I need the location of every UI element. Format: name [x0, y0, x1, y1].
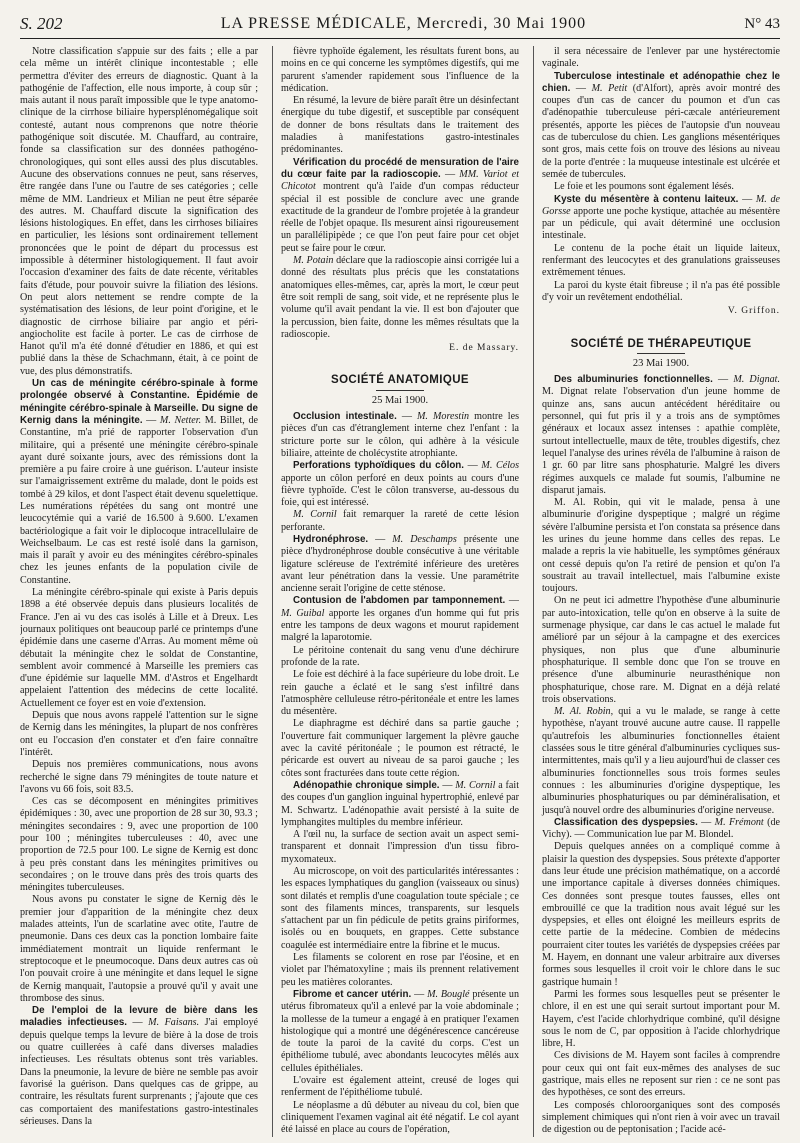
paragraph-text: (de Vichy). — Communication lue par M. Blondel. [542, 816, 780, 841]
paragraph [542, 181, 780, 193]
title-rule [376, 390, 424, 391]
paragraph-text: M. Dignat relate l'observation d'un jeune homme de quinze ans, sans aucun antécédent héréditaire ou personnel, qui fut pris il y a trois ans de symptômes généraux et locaux assez intenses : apathie complète, surtout intellectuelle, maux de tête, troubles digestifs, chez lequel l'analyse des urines révéla de l'albumine à raison de 1 gr. 60 par litre sans phosphaturie. Malgré les divers régimes auxquels ce malade fut soumis, l'albumine ne disparut jamais. [542, 386, 780, 496]
paragraph [20, 587, 258, 710]
paragraph [281, 255, 519, 341]
author-name: M. Cornil [455, 779, 496, 791]
section-heading: Des albuminuries fonctionnelles. [554, 374, 713, 386]
paragraph-text: En résumé, la levure de bière paraît être un désinfectant énergique du tube digestif, et susceptible par conséquent de donner de bons résultats dans le traitement des maladies à manifestations gastro-intestinales prédominantes. [281, 95, 519, 156]
paragraph-text: On ne peut ici admettre l'hypothèse d'une albuminurie par auto-intoxication, telle qu'on en observe à la suite de surmenage physique, car dans le cas actuel le malade fut amélioré par un séjour à la campagne et des exercices physiques, non plus que d'une albuminurie phosphaturique. Il semble donc que l'on se trouve en présence d'une albuminurie neurasthénique non phosphaturique, chose rare. M. Dignat en a déjà relaté trois observations. [542, 595, 780, 705]
author-name: M. Célos [481, 460, 519, 472]
section-heading: Occlusion intestinale. [293, 411, 397, 423]
paragraph [542, 243, 780, 280]
session-date: 25 Mai 1900. [371, 394, 429, 406]
paragraph-text: Nous avons pu constater le signe de Kernig dès le premier jour d'apparition de la méningite chez deux malades atteints, l'un de scarlatine avec otite, l'autre de pneumonie. Dans ces deux cas la ponction lombaire faite immédiatement montrait un liquide renfermant le streptocoque et le pneumocoque. Dans deux autres cas où l'on pouvait croire à une méningite et dans lequel le signe de Kernig manquait, l'autopsie a prouvé qu'il y avait une thrombose des sinus. [20, 894, 258, 1004]
paragraph [542, 46, 780, 71]
column-3 [533, 46, 780, 1137]
paragraph [281, 1100, 519, 1137]
paragraph: Hydronéphrose. — M. Deschamps présente une pièce d'hydronéphrose double consécutive à une véritable ligature scléreuse de l'extrémité inférieure des uretères avant leur pénétration dans la vessie. Une paramétrite ancienne serait l'origine de cette sténose. [281, 533, 519, 595]
paragraph [281, 1075, 519, 1100]
paragraph: Tuberculose intestinale et adénopathie chez le chien. — M. Petit (d'Alfort), après avoir montré des coupes d'un cas de cancer du poumon et d'un cas d'adénopathie tuberculeuse péri-cæcale antérieurement présentés, apporte les pièces de l'autopsie d'un nouveau cas de tuberculose du chien. Les ganglions mésentériques sont gros, mais cette fois on trouve des lésions au niveau de la porte d'entrée : la muqueuse intestinale est ulcérée et semée de tubercules. [542, 70, 780, 180]
text-columns [20, 46, 780, 1137]
section-heading: Contusion de l'abdomen par tamponnement. [293, 595, 506, 607]
paragraph: Classification des dyspepsies. — M. Frémont (de Vichy). — Communication lue par M. Blondel. [542, 816, 780, 841]
paragraph [281, 866, 519, 952]
signature: E. de Massary. [449, 343, 519, 354]
paragraph: Des albuminuries fonctionnelles. — M. Dignat. M. Dignat relate l'observation d'un jeune homme de quinze ans, sans aucun antécédent héréditaire ou personnel, qui fut pris il y a trois ans de symptômes généraux et locaux assez intenses : apathie complète, surtout intellectuelle, maux de tête, troubles digestifs, chez lequel l'analyse des urines révéla de l'albumine à raison de 1 gr. 60 par litre sans phosphaturie. Malgré les divers régimes auxquels ce malade fut soumis, l'albumine ne disparut jamais. [542, 374, 780, 496]
journal-title: LA PRESSE MÉDICALE, Mercredi, 30 Mai 1900 [220, 15, 587, 32]
paragraph [542, 706, 780, 817]
paragraph-text: La paroi du kyste était fibreuse ; il n'a pas été possible d'y voir un revêtement endothélial. [542, 279, 780, 303]
paragraph-text: il sera nécessaire de l'enlever par une hystérectomie vaginale. [542, 46, 780, 70]
section-heading: Tuberculose intestinale et adénopathie chez le chien. [542, 70, 780, 94]
section-heading: Fibrome et cancer utérin. [293, 988, 412, 1000]
society-title: SOCIÉTÉ DE THÉRAPEUTIQUE [570, 337, 752, 350]
author-name: M. Frémont [714, 816, 764, 828]
paragraph-text: La méningite cérébro-spinale qui existe à Paris depuis 1898 a été observée depuis dans plusieurs localités de France. J'en ai vu des cas isolés à Lille et à Dreux. Les journaux politiques ont beaucoup parlé ce printemps d'une épidémie dans une caserne d'Arras. Au moment même où débutait la méningite chez le soldat de Constantine, semblent avoir commencé à Marseille les premiers cas d'une épidémie sur laquelle MM. d'Astros et Engelhardt appelaient l'attention des médecins de cette localité. Actuellement ce foyer est en voie d'extension. [20, 587, 258, 709]
paragraph [281, 509, 519, 534]
author-name: M. Cornil [293, 509, 337, 521]
section-heading: Adénopathie chronique simple. [293, 779, 440, 791]
paragraph-text: A l'œil nu, la surface de section avait un aspect semi-transparent et donnait l'impression d'un tissu fibro-myxomateux. [281, 829, 519, 865]
paragraph-text: apporte les organes d'un homme qui fut pris entre les tampons de deux wagons et mourut rapidement malgré la laparotomie. [281, 607, 519, 644]
paragraph-text: présente une pièce d'hydronéphrose double consécutive à une véritable ligature scléreuse de l'extrémité inférieure des uretères avant leur pénétration dans la vessie. Une paramétrite ancienne serait l'origine de cette sténose. [281, 533, 519, 595]
session-date: 23 Mai 1900. [632, 357, 690, 369]
page-number: S. 202 [20, 14, 63, 33]
paragraph [542, 497, 780, 595]
paragraph [20, 796, 258, 894]
paragraph-text: Ces divisions de M. Hayem sont faciles à comprendre pour ceux qui ont fait eux-mêmes des analyses de suc gastrique, mais elles ne reposent sur rien : ce ne sont pas des hypothèses, ce sont des erreurs. [542, 1050, 780, 1099]
paragraph: Un cas de méningite cérébro-spinale à forme prolongée observé à Constantine. Épidémie de méningite cérébro-spinale à Marseille. Du signe de Kernig dans la méningite. — M. Netter. M. Billet, de Constantine, m'a prié de rapporter l'observation d'un militaire, qui a présenté une méningite cérébro-spinale ayant duré soixante jours, avec des rémissions dont la première a pu faire croire à une guérison. L'auteur insiste sur l'amaigrissement extrême du malade, dont le poids est tombé à 29 kilos, et dont l'aspect était devenu squelettique. Les numérations répétées du sang ont montré une leucocytémie qui a varié de 16.500 à 9.600. L'examen bactériologique a fait voir le diplocoque intracellulaire de Weichselbaum. Le cas est resté isolé dans la garnison, mais il paraît y avoir eu des méningites cérébro-spinales chez les jeunes enfants de la population civile de Constantine. [20, 378, 258, 586]
paragraph-text: Depuis nos premières communications, nous avons recherché le signe dans 79 méningites de toute nature et l'avons vu 66 fois, soit 83.5. [20, 759, 258, 795]
author-name: M. Guibal [281, 607, 325, 619]
paragraph-text: apporte un côlon perforé en deux points au cours d'une fièvre typhoïde. C'est le côlon transverse, au-dessous du foie, qui est intéressé. [281, 472, 519, 509]
paragraph-text: M. Billet, de Constantine, m'a prié de rapporter l'observation d'un militaire, qui a présenté une méningite cérébro-spinale ayant duré soixante jours, avec des rémissions dont la première a pu faire croire à une guérison. L'auteur insiste sur l'amaigrissement extrême du malade, dont le poids est tombé à 29 kilos, et dont l'aspect était devenu squelettique. Les numérations répétées du sang ont montré une leucocytémie qui a varié de 16.500 à 9.600. L'examen bactériologique a fait voir le diplocoque intracellulaire de Weichselbaum. Le cas est resté isolé dans la garnison, mais il paraît y avoir eu des méningites cérébro-spinales chez les jeunes enfants de la population civile de Constantine. [20, 414, 258, 586]
paragraph-text: Notre classification s'appuie sur des faits ; elle a par cela même un intérêt clinique incontestable ; elle permettra d'éviter des erreurs de diagnostic. Quant à la pathogénie de l'affection, elle nous importe, à coup sûr ; mais autant il nous paraît impossible que le type anatomo-clinique de la cirrhose biliaire hypersplénomégalique soit contesté, autant nous comprenons que notre théorie pathogénique soit discutée. M. Chauffard, au contraire, fonde sa classification sur des données pathogéno-chronologiques, qui sont elles aussi des plus discutables. Aucune des observations connues ne peut, sans réserves, être rangée dans l'une ou l'autre de ses catégories ; celle même de MM. Landrieux et Milian ne peut être séparée des autres. M. Chauffard discute la signification des lésions histologiques. En effet, dans les cirrhoses biliaires en particulier, les lésions sont ordinairement tellement prononcées que le point de départ du processus est impossible à déterminer histologiquement. Il faut avoir l'occasion d'examiner des faits de date récente, véritables faits d'étude, pour pouvoir suivre la filiation des lésions. On peut alors nettement se rendre compte de la systématisation des lésions, de leur point d'origine, et le diagnostic de cirrhose biliaire par angio et péri-angiocholite est facile à porter. Le cas de cirrhose de Hanot qu'il m'a été donné d'étudier en 1886, et qui est publié dans la thèse de Schachmann, était, à ce point de vue, des plus démonstratifs. [20, 46, 258, 377]
paragraph-text: présente un utérus fibromateux qu'il a enlevé par la voie abdominale ; la mollesse de la tumeur a engagé à en pratiquer l'examen histologique qui a montré une dégénérescence cancéreuse de toute la paroi de la cavité du corps. C'est un épithéliome tubulé, avec abondants leucocytes mêlés aux cellules épithéliales. [281, 988, 519, 1074]
column-1 [20, 46, 258, 1137]
paragraph-text: Le diaphragme est déchiré dans sa partie gauche ; l'ouverture fait communiquer largement la plèvre gauche avec la cavité péritonéale ; le poumon est rétracté, le péricarde est ouvert au niveau de sa paroi gauche ; les côtes sont fracturées dans toute cette région. [281, 718, 519, 779]
paragraph-text: fait remarquer la rareté de cette lésion perforante. [281, 509, 519, 533]
paragraph-text: Les filaments se colorent en rose par l'éosine, et en violet par l'hématoxyline ; mais ils prennent relativement peu les matières colorantes. [281, 952, 519, 988]
paragraph: De l'emploi de la levure de bière dans les maladies infectieuses. — M. Faisans. J'ai employé depuis quelque temps la levure de bière à la dose de trois ou quatre cuillerées à café dans diverses maladies infectieuses. Les résultats obtenus sont très variables. Dans la pneumonie, la levure de bière ne semble pas avoir favorisé la guérison. Dans quelques cas de grippe, au contraire, les résultats furent surprenants ; j'ajoute que ces cas comportaient des manifestations gastro-intestinales sérieuses. Dans la [20, 1005, 258, 1127]
paragraph-text: fièvre typhoïde également, les résultats furent bons, au moins en ce qui concerne les symptômes digestifs, qui me parurent s'amender rapidement sous l'influence de la médication. [281, 46, 519, 94]
paragraph [20, 759, 258, 796]
paragraph [281, 669, 519, 718]
section-heading: Classification des dyspepsies. [554, 816, 698, 828]
section-heading: Vérification du procédé de mensuration de l'aire du cœur faite par la radioscopie. [281, 156, 519, 180]
paragraph-text: (d'Alfort), après avoir montré des coupes d'un cas de cancer du poumon et d'un cas d'adénopathie tuberculeuse péri-cæcale antérieurement présentés, apporte les pièces de l'autopsie d'un nouveau cas de tuberculose du chien. Les ganglions mésentériques sont gros, mais cette fois on trouve des lésions au niveau de la porte d'entrée : la muqueuse intestinale est ulcérée et semée de tubercules. [542, 82, 780, 180]
paragraph-text: Depuis quelques années on a compliqué comme à plaisir la question des dyspepsies. Sous prétexte d'apporter dans leur étude une précision mathématique, on a accordé une importance capitale à diverses données chimiques. Ces données sont presque toutes fausses, elles ont embrouillé ce que la tradition nous avait légué sur les dyspepsies, et elles ont éloigné les meilleurs esprits de cette partie de la médecine. Combien de médecins pourraient citer toutes les variétés de dyspepsies créées par M. Hayem, en donnant une valeur arbitraire aux diverses formes sous lesquelles il croit voir le chlore dans le suc gastrique humain ! [542, 841, 780, 988]
section-heading: De l'emploi de la levure de bière dans les maladies infectieuses. [20, 1005, 258, 1029]
author-name: M. Deschamps [392, 533, 457, 545]
paragraph: Perforations typhoïdiques du côlon. — M. Célos apporte un côlon perforé en deux points au cours d'une fièvre typhoïde. C'est le côlon transverse, au-dessous du foie, qui est intéressé. [281, 460, 519, 509]
paragraph [20, 894, 258, 1005]
paragraph-text: Le péritoine contenait du sang venu d'une déchirure profonde de la rate. [281, 644, 519, 668]
section-heading: Un cas de méningite cérébro-spinale à forme prolongée observé à Constantine. Épidémie de méningite cérébro-spinale à Marseille. Du signe de Kernig dans la méningite. [20, 378, 258, 426]
paragraph-text: J'ai employé depuis quelque temps la levure de bière à la dose de trois ou quatre cuillerées à café dans diverses maladies infectieuses. Les résultats obtenus sont très variables. Dans la pneumonie, la levure de bière ne semble pas avoir favorisé la guérison. Dans quelques cas de grippe, au contraire, les résultats furent surprenants ; j'ajoute que ces cas comportaient des manifestations gastro-intestinales sérieuses. Dans la [20, 1017, 258, 1127]
paragraph: Fibrome et cancer utérin. — M. Bouglé présente un utérus fibromateux qu'il a enlevé par la voie abdominale ; la mollesse de la tumeur a engagé à en pratiquer l'examen histologique qui a montré une dégénérescence cancéreuse de toute la paroi de la cavité du corps. C'est un épithéliome tubulé, avec abondants leucocytes mêlés aux cellules épithéliales. [281, 988, 519, 1074]
paragraph [542, 989, 780, 1050]
paragraph-text: M. Al. Robin, qui vit le malade, pensa à une albuminurie d'origine dyspeptique ; malgré un régime sévère l'albumine persista et l'on constata sa présence dans les urines du jeune homme dans celles des repas. Le malade a repris la vie habituelle, les symptômes généraux ont cessé depuis qu'on l'a retiré de pension et qu'on l'a soustrait au travail intellectuel, mais l'albumine existe toujours. [542, 497, 780, 595]
paragraph-text: Les composés chloroorganiques sont des composés simplement chimiques qui n'ont rien à voir avec un travail de digestion ou de peptonisation ; l'acide acé- [542, 1099, 780, 1136]
paragraph-text: Au microscope, on voit des particularités intéressantes : les espaces lymphatiques du ganglion (vaisseaux ou sinus) sont dilatés et remplis d'une coagulation toute spéciale ; ce sont des filaments minces, transparents, sur lesquels s'attachent par un fin pédicule de petits grains piriformes, isolés ou en bouquets, en grappes. Cette substance coagulée est intermédiaire entre la fibrine et le mucus. [281, 866, 519, 951]
paragraph-text: qui a vu le malade, se range à cette hypothèse, n'ayant trouvé aucune autre cause. Il rappelle qu'autrefois les albuminuries fonctionnelles étaient classées sous le titre général d'albuminuries cycliques sus-intermittentes, mais qu'il y a lieu aujourd'hui de classer ces albuminuries fonctionnelles sous trois formes seules connues : les albuminuries d'origine dyspeptique, les albuminuries phosphaturiques ou par déminéralisation, et jusqu'à nouvel ordre des albuminuries d'origine nerveuse. [542, 706, 780, 816]
author-name: M. Potain [293, 255, 334, 267]
paragraph-text: montre les pièces d'un cas d'étranglement interne chez l'enfant : la stricture porte sur le côlon, qui adhère à la vésicule biliaire, atteinte de cholécystite atrophiante. [281, 411, 519, 459]
author-name: MM. Variot et Chicotot [281, 168, 519, 193]
paragraph-text: Le foie et les poumons sont également lésés. [554, 181, 734, 193]
title-rule [637, 353, 685, 354]
paragraph [542, 841, 780, 989]
paragraph: Contusion de l'abdomen par tamponnement. — M. Guibal apporte les organes d'un homme qui fut pris entre les tampons de deux wagons et mourut rapidement malgré la laparotomie. [281, 595, 519, 644]
author-name: M. Bouglé [427, 988, 470, 1000]
paragraph-text: a fait des coupes d'un ganglion inguinal hypertrophié, enlevé par M. Schwartz. L'adénopathie avait persisté à la suite de lymphangites multiples du membre inférieur. [281, 779, 519, 828]
paragraph [281, 829, 519, 866]
paragraph-text: Parmi les formes sous lesquelles peut se présenter le chlore, il en est une qui serait surtout important pour M. Hayem, c'est l'acide chlorhydrique combiné, qu'il désigne sous le nom de C, par opposition à l'acide chlorhydrique libre, H. [542, 988, 780, 1050]
paragraph [281, 718, 519, 779]
paragraph [20, 46, 258, 378]
author-name: M. Dignat. [733, 374, 780, 386]
society-section-header [542, 338, 780, 371]
society-title: SOCIÉTÉ ANATOMIQUE [331, 374, 469, 387]
running-header [20, 10, 780, 39]
author-name: M. Netter. [159, 414, 202, 426]
paragraph [20, 710, 258, 759]
column-2 [272, 46, 519, 1137]
paragraph-text: apporte une poche kystique, attachée au mésentère par un pédicule, qui avait déterminé une occlusion intestinale. [542, 205, 780, 242]
paragraph: Vérification du procédé de mensuration de l'aire du cœur faite par la radioscopie. — MM. Variot et Chicotot montrent qu'à l'aide d'un compas réducteur spécial il est possible de conclure avec une grande exactitude de la grandeur de l'ombre projetée à la grandeur réelle de l'objet opaque. Ils mesurent ainsi rigoureusement un parallélipipède ; ce que l'on peut faire pour cet objet peut se faire pour le cœur. [281, 156, 519, 254]
paragraph-text: Ces cas se décomposent en méningites primitives épidémiques : 30, avec une proportion de 28 sur 30, 93.3 ; méningites secondaires : 9, avec une proportion de 100 pour 100 ; méningites tuberculeuses : 40, avec une proportion de 72.5 pour 100. Le signe de Kernig est donc à peu près constant dans les méningites primitives ou secondaires ; on le trouve dans près des trois quarts des méningites tuberculeuses. [20, 796, 258, 894]
issue-number: N° 43 [744, 15, 780, 32]
author-name: M. Al. Robin, [554, 706, 614, 718]
paragraph-text: Le contenu de la poche était un liquide laiteux, renfermant des leucocytes et des granulations graisseuses extrêmement ténues. [542, 242, 780, 279]
society-section-header [281, 374, 519, 407]
paragraph [281, 95, 519, 156]
paragraph [542, 1050, 780, 1099]
paragraph [542, 595, 780, 706]
paragraph-text: montrent qu'à l'aide d'un compas réducteur spécial il est possible de conclure avec une grande exactitude de la grandeur de l'ombre projetée à la grandeur réelle de l'objet opaque. Ils mesurent ainsi rigoureusement un parallélipipède ; ce que l'on peut faire pour cet objet peut se faire pour le cœur. [281, 181, 519, 254]
paragraph-text: déclare que la radioscopie ainsi corrigée lui a donné des résultats plus précis que les constatations anatomiques elles-mêmes, car, après la mort, le cœur peut être soit rempli de sang, soit vide, et ne représente plus le volume qu'il avait pendant la vie. Il est bon d'ajouter que la percussion, bien faite, donne les mêmes résultats que la radioscopie. [281, 255, 519, 340]
author-name: M. Morestin [417, 411, 470, 423]
author-name: M. Faisans. [148, 1017, 200, 1029]
paragraph: Occlusion intestinale. — M. Morestin montre les pièces d'un cas d'étranglement interne chez l'enfant : la stricture porte sur le côlon, qui adhère à la vésicule biliaire, atteinte de cholécystite atrophiante. [281, 411, 519, 459]
section-heading: Hydronéphrose. [293, 533, 369, 545]
author-name: M. Petit [591, 82, 628, 94]
paragraph [542, 280, 780, 305]
paragraph-text: L'ovaire est également atteint, creusé de loges qui renferment de l'épithéliome tubulé. [281, 1075, 519, 1099]
section-heading: Perforations typhoïdiques du côlon. [293, 460, 465, 472]
paragraph-text: Le néoplasme a dû débuter au niveau du col, bien que cliniquement l'examen vaginal ait été négatif. Le col ayant été laissé en place au cours de l'opération, [281, 1099, 519, 1136]
paragraph: Adénopathie chronique simple. — M. Cornil a fait des coupes d'un ganglion inguinal hypertrophié, enlevé par M. Schwartz. L'adénopathie avait persisté à la suite de lymphangites multiples du membre inférieur. [281, 779, 519, 828]
section-heading: Kyste du mésentère à contenu laiteux. [554, 193, 739, 205]
paragraph-text: Le foie est déchiré à la face supérieure du lobe droit. Le rein gauche a éclaté et le sang s'est infiltré dans l'atmosphère celluleuse rétro-péritonéale et entre les lames du mésentère. [281, 669, 519, 718]
author-name: M. de Gorsse [542, 193, 780, 217]
paragraph [281, 46, 519, 95]
paragraph [542, 1100, 780, 1137]
signature: V. Griffon. [727, 306, 780, 317]
paragraph: Kyste du mésentère à contenu laiteux. — M. de Gorsse apporte une poche kystique, attachée au mésentère par un pédicule, qui avait déterminé une occlusion intestinale. [542, 193, 780, 242]
paragraph [281, 952, 519, 989]
paragraph-text: Depuis que nous avons rappelé l'attention sur le signe de Kernig dans les méningites, la plupart de nos confrères ont eu l'occasion d'en constater et d'en faire connaître l'intérêt. [20, 710, 258, 758]
paragraph [281, 645, 519, 670]
